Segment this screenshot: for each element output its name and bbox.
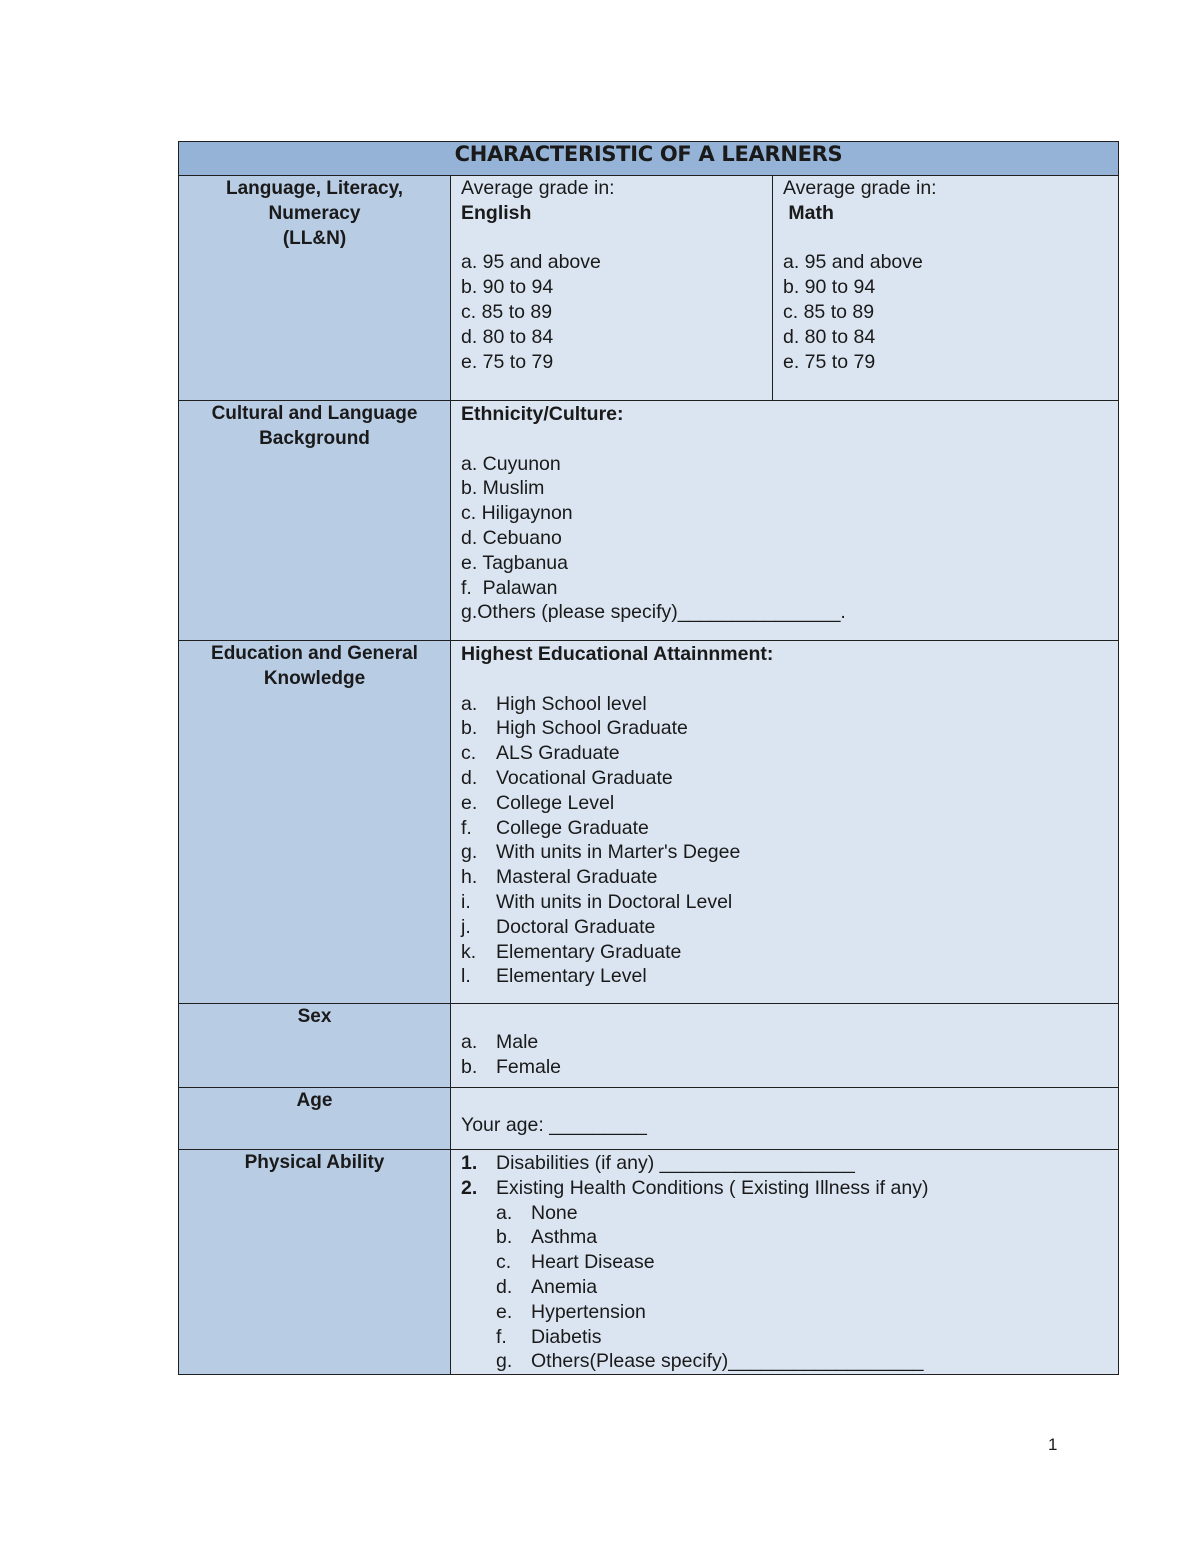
condition-option — [496, 1201, 1108, 1226]
sex-option — [461, 1030, 1108, 1055]
option-letter: g. — [461, 841, 478, 864]
item-number: 2. — [461, 1176, 478, 1199]
item-number: 1. — [461, 1152, 478, 1174]
category-physical-ability: Physical Ability — [179, 1150, 451, 1375]
option-letter: j. — [461, 915, 471, 938]
option-letter: e. — [461, 791, 478, 814]
subject-english: English — [461, 201, 532, 224]
option-text: ALS Graduate — [496, 742, 620, 765]
ethnicity-option: a. Cuyunon — [461, 452, 561, 475]
education-heading: Highest Educational Attainnment: — [461, 643, 774, 665]
option-letter: b. — [461, 1055, 478, 1078]
education-cell — [451, 641, 1119, 1004]
option-text: Heart Disease — [531, 1251, 655, 1274]
category-label-line: Background — [259, 428, 370, 449]
english-grade-cell — [451, 176, 773, 401]
education-option — [461, 816, 1108, 841]
option-letter: a. — [461, 692, 478, 715]
option-letter: h. — [461, 866, 478, 889]
option-text: With units in Marter's Degee — [496, 841, 741, 864]
table-title: CHARACTERISTIC OF A LEARNERS — [179, 142, 1119, 176]
ethnicity-option: e. Tagbanua — [461, 551, 568, 574]
education-option — [461, 940, 1108, 965]
option-letter: k. — [461, 940, 477, 963]
option-text: Hypertension — [531, 1300, 646, 1323]
option-text: Anemia — [531, 1275, 598, 1298]
option-letter: d. — [461, 766, 478, 789]
education-option — [461, 791, 1108, 816]
category-label-line: Cultural and Language — [211, 403, 418, 424]
education-option — [461, 741, 1108, 766]
category-label-line: Education and General — [211, 643, 418, 664]
ethnicity-option-others: g.Others (please specify)_______________. — [461, 601, 846, 624]
category-age: Age — [179, 1088, 451, 1150]
grade-option: a. 95 and above — [461, 251, 601, 274]
option-letter: e. — [496, 1300, 513, 1323]
grade-option: b. 90 to 94 — [783, 276, 876, 299]
grade-heading: Average grade in: — [461, 177, 615, 199]
education-option — [461, 890, 1108, 915]
grade-heading: Average grade in: — [783, 177, 937, 199]
option-letter: c. — [496, 1251, 512, 1274]
category-sex: Sex — [179, 1004, 451, 1088]
option-letter: l. — [461, 965, 471, 988]
grade-option: d. 80 to 84 — [783, 325, 876, 348]
ethnicity-cell — [451, 401, 1119, 641]
option-letter: b. — [496, 1226, 513, 1249]
condition-option-others — [496, 1349, 1108, 1374]
condition-option — [496, 1225, 1108, 1250]
age-prompt: Your age: _________ — [461, 1114, 647, 1136]
option-text: None — [531, 1201, 578, 1224]
education-option — [461, 766, 1108, 791]
education-option — [461, 716, 1108, 741]
option-text: Diabetis — [531, 1325, 602, 1348]
option-letter: a. — [461, 1031, 478, 1053]
physical-ability-cell — [451, 1150, 1119, 1375]
education-option — [461, 692, 1108, 717]
subject-math: Math — [783, 201, 834, 224]
option-text: Vocational Graduate — [496, 766, 673, 789]
option-letter: d. — [496, 1275, 513, 1298]
education-option — [461, 915, 1108, 940]
option-text: College Level — [496, 791, 615, 814]
item-text: Existing Health Conditions ( Existing Illness if any) — [496, 1176, 929, 1199]
grade-option: a. 95 and above — [783, 251, 923, 274]
item-text: Disabilities (if any) __________________ — [496, 1152, 855, 1174]
grade-option: e. 75 to 79 — [783, 350, 876, 373]
option-letter: g. — [496, 1350, 513, 1373]
option-letter: f. — [496, 1325, 507, 1348]
option-letter: c. — [461, 742, 477, 765]
option-text: High School Graduate — [496, 717, 688, 740]
category-lln — [179, 176, 451, 401]
option-letter: b. — [461, 717, 478, 740]
condition-option — [496, 1275, 1108, 1300]
grade-option: c. 85 to 89 — [783, 300, 875, 323]
option-text: Elementary Level — [496, 965, 647, 988]
learner-characteristics-table — [178, 141, 1119, 1375]
category-label-line: Numeracy — [268, 203, 361, 224]
grade-option: b. 90 to 94 — [461, 276, 554, 299]
option-text: Asthma — [531, 1226, 598, 1249]
category-culture — [179, 401, 451, 641]
grade-option: d. 80 to 84 — [461, 325, 554, 348]
category-education — [179, 641, 451, 1004]
grade-option: c. 85 to 89 — [461, 300, 553, 323]
option-text: Elementary Graduate — [496, 940, 682, 963]
option-text: Others(Please specify)__________________ — [531, 1350, 924, 1373]
grade-option: e. 75 to 79 — [461, 350, 554, 373]
category-label-line: (LL&N) — [282, 228, 347, 249]
education-option — [461, 840, 1108, 865]
option-text: Female — [496, 1055, 562, 1078]
age-cell — [451, 1088, 1119, 1150]
sex-cell — [451, 1004, 1119, 1088]
option-letter: a. — [496, 1201, 513, 1224]
page-number: 1 — [1048, 1435, 1058, 1454]
option-text: Male — [496, 1031, 539, 1053]
ethnicity-option: b. Muslim — [461, 477, 545, 500]
option-text: College Graduate — [496, 816, 649, 839]
category-label-line: Knowledge — [263, 668, 366, 689]
education-option — [461, 865, 1108, 890]
disabilities-item — [461, 1151, 1108, 1176]
option-text: High School level — [496, 692, 647, 715]
option-text: Masteral Graduate — [496, 866, 658, 889]
option-text: Doctoral Graduate — [496, 915, 656, 938]
math-grade-cell — [773, 176, 1119, 401]
ethnicity-option: d. Cebuano — [461, 526, 562, 549]
sex-option — [461, 1055, 1108, 1080]
education-option — [461, 964, 1108, 989]
option-letter: f. — [461, 816, 472, 839]
ethnicity-option: f. Palawan — [461, 576, 558, 599]
category-label-line: Language, Literacy, — [225, 178, 404, 199]
condition-option — [496, 1250, 1108, 1275]
option-text: With units in Doctoral Level — [496, 890, 733, 913]
condition-option — [496, 1325, 1108, 1350]
condition-option — [496, 1300, 1108, 1325]
health-conditions-item — [461, 1176, 1108, 1201]
option-letter: i. — [461, 890, 471, 913]
ethnicity-heading: Ethnicity/Culture: — [461, 403, 624, 425]
ethnicity-option: c. Hiligaynon — [461, 502, 573, 525]
